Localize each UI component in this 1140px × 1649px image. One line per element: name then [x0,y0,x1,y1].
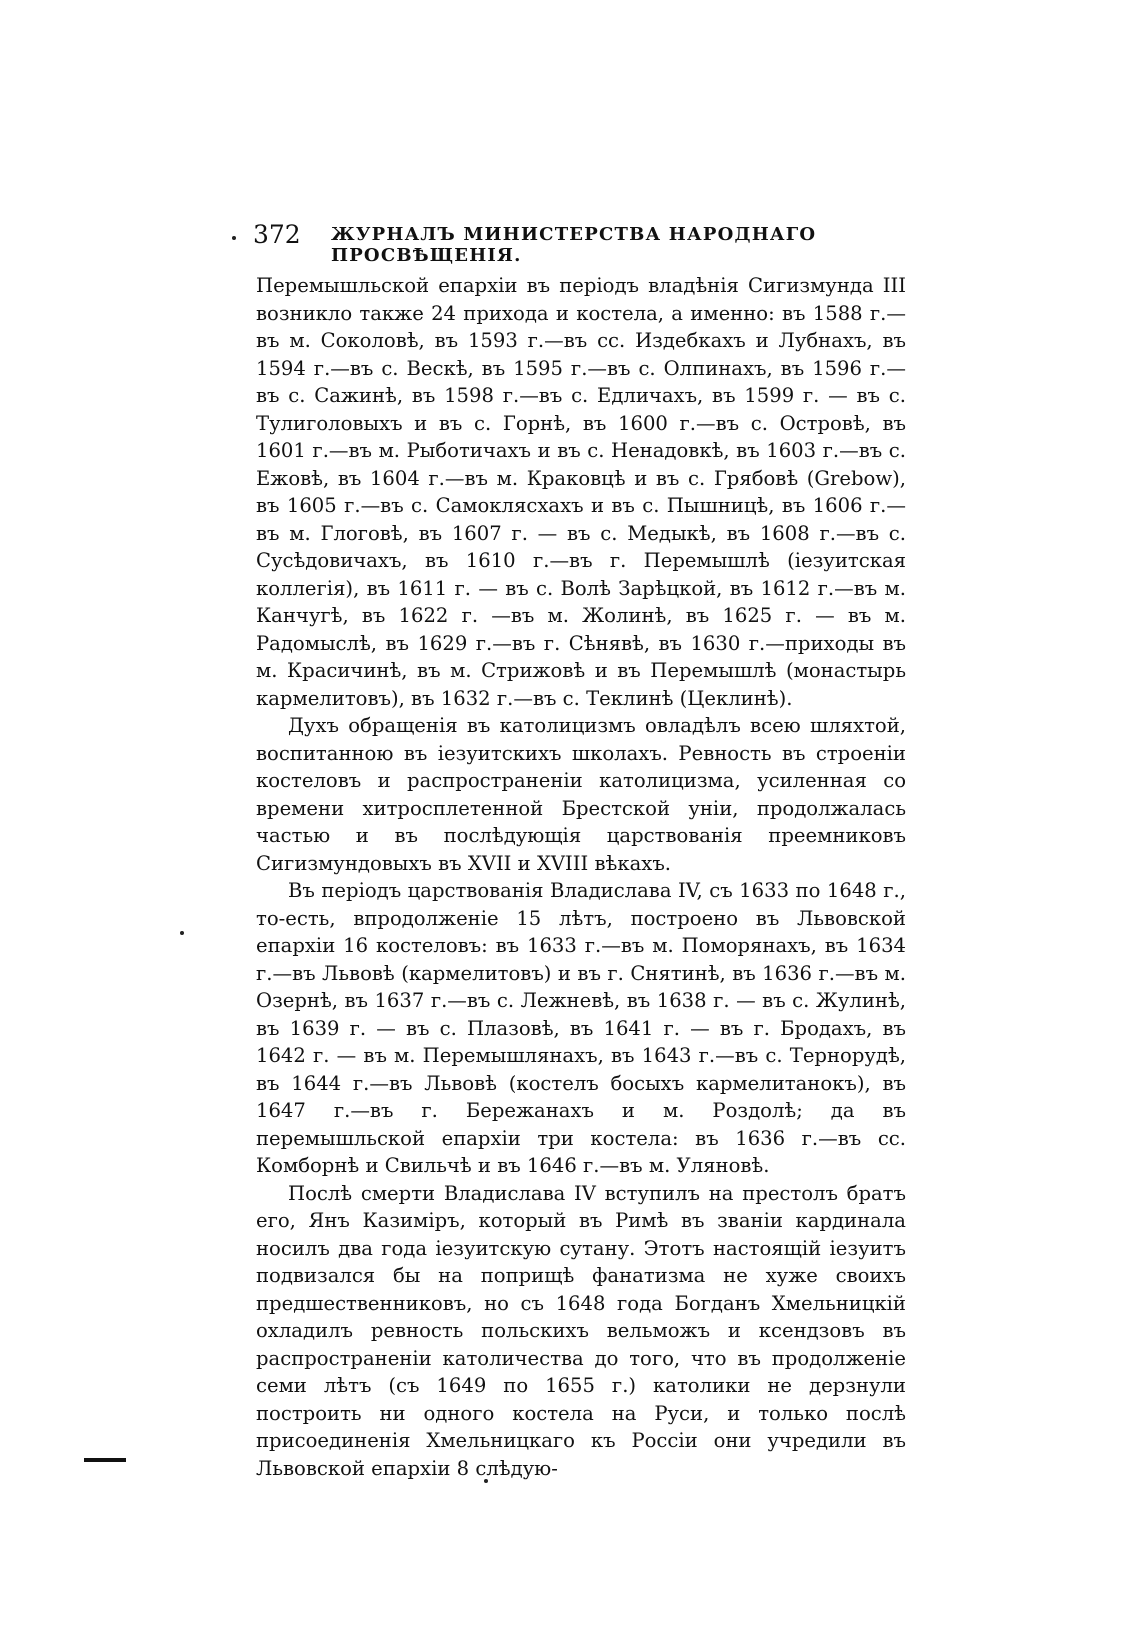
paragraph: Духъ обращенія въ католицизмъ овладѣлъ всею шляхтой, воспитанною въ іезуитскихъ школахъ. Ревность въ строеніи костеловъ и распространеніи католицизма, усиленная со времени хитросплетенной Брестской уніи, продолжалась частью и въ послѣдующія царствованія преемниковъ Сигизмундовыхъ въ XVII и XVIII вѣкахъ. [256,714,906,875]
paragraph: Послѣ смерти Владислава IV вступилъ на престолъ братъ его, Янъ Казиміръ, который въ Римѣ въ званіи кардинала носилъ два года іезуитскую сутану. Этотъ настоящій іезуитъ подвизался бы на поприщѣ фанатизма не хуже своихъ предшественниковъ, но съ 1648 года Богданъ Хмельницкій охладилъ ревность польскихъ вельможъ и ксендзовъ въ распространеніи католичества до того, что въ продолженіе семи лѣтъ (съ 1649 по 1655 г.) католики не дерзнули построить ни одного костела на Руси, и только послѣ присоединенія Хмельницкаго къ Россіи они учредили въ Львовской епархіи 8 слѣдую- [256,1181,906,1480]
page-number: 372 [253,220,301,249]
paragraph-continuation: Перемышльской епархіи въ періодъ владѣнія Сигизмунда III возникло также 24 прихода и костела, а именно: въ 1588 г.—въ м. Соколовѣ, въ 1593 г.—въ сс. Издебкахъ и Лубнахъ, въ 1594 г.—въ с. Вескѣ, въ 1595 г.—въ с. Олпинахъ, въ 1596 г.—въ с. Сажинѣ, въ 1598 г.—въ с. Едличахъ, въ 1599 г. — въ с. Тулиголовыхъ и въ с. Горнѣ, въ 1600 г.—въ с. Островѣ, въ 1601 г.—въ м. Рыботичахъ и въ с. Ненадовкѣ, въ 1603 г.—въ с. Ежовѣ, въ 1604 г.—въ м. Краковцѣ и въ с. Грябовѣ (Grebow), въ 1605 г.—въ с. Самоклясхахъ и въ с. Пышницѣ, въ 1606 г.—въ м. Глоговѣ, въ 1607 г. — въ с. Медыкѣ, въ 1608 г.—въ с. Сусѣдовичахъ, въ 1610 г.—въ г. Перемышлѣ (іезуитская коллегія), въ 1611 г. — въ с. Волѣ Зарѣцкой, въ 1612 г.—въ м. Канчугѣ, въ 1622 г. —въ м. Жолинѣ, въ 1625 г. — въ м. Радомыслѣ, въ 1629 г.—въ г. Сѣнявѣ, въ 1630 г.—приходы въ м. Красичинѣ, въ м. Стрижовѣ и въ Перемышлѣ (монастырь кармелитовъ), въ 1632 г.—въ с. Теклинѣ (Цеклинѣ). [256,274,906,710]
paragraph: Въ періодъ царствованія Владислава IV, съ 1633 по 1648 г., то-есть, впродолженіе 15 лѣтъ, построено въ Львовской епархіи 16 костеловъ: въ 1633 г.—въ м. Поморянахъ, въ 1634 г.—въ Львовѣ (кармелитовъ) и въ г. Снятинѣ, въ 1636 г.—въ м. Озернѣ, въ 1637 г.—въ с. Лежневѣ, въ 1638 г. — въ с. Жулинѣ, въ 1639 г. — въ с. Плазовѣ, въ 1641 г. — въ г. Бродахъ, въ 1642 г. — въ м. Перемышлянахъ, въ 1643 г.—въ с. Тернорудѣ, въ 1644 г.—въ Львовѣ (костелъ босыхъ кармелитанокъ), въ 1647 г.—въ г. Бережанахъ и м. Роздолѣ; да въ перемышльской епархіи три костела: въ 1636 г.—въ сс. Комборнѣ и Свильчѣ и въ 1646 г.—въ м. Уляновѣ. [256,879,906,1177]
body-text [256,272,906,1482]
page-header [243,218,903,266]
margin-dash-mark [84,1458,126,1462]
ink-dot-mark [484,1479,488,1483]
ink-dot-mark [232,236,236,240]
ink-dot-mark [180,931,184,935]
running-title: ЖУРНАЛЪ МИНИСТЕРСТВА НАРОДНАГО ПРОСВѢЩЕНІЯ. [331,224,817,266]
